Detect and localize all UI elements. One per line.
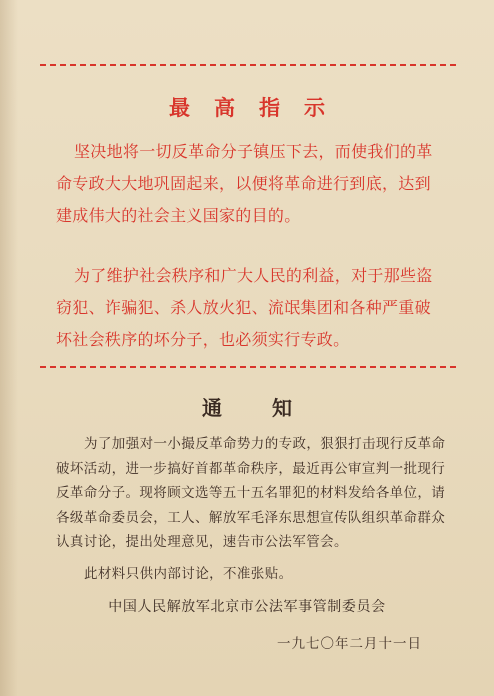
notice-title: 通知 bbox=[202, 396, 342, 420]
directive-paragraph-1: 坚决地将一切反革命分子镇压下去，而使我们的革命专政大大地巩固起来，以便将革命进行到底，达到建成伟大的社会主义国家的目的。 bbox=[56, 142, 433, 225]
notice-paragraph-1: 为了加强对一小撮反革命势力的专政，狠狠打击现行反革命破坏活动，进一步搞好首都革命秩序，最近再公审宣判一批现行反革命分子。现将顾文选等五十五名罪犯的材料发给各单位，请各级革命委员会，工人、解放军毛泽东思想宣传队组织革命群众认真讨论，提出处理意见，速告市公法军管会。 bbox=[56, 436, 446, 550]
directive-title: 最高指示 bbox=[169, 96, 349, 120]
middle-dashed-divider bbox=[40, 366, 456, 368]
issue-date: 一九七〇年二月十一日 bbox=[277, 636, 422, 652]
issuer-name: 中国人民解放军北京市公法军事管制委员会 bbox=[108, 599, 386, 615]
top-dashed-divider bbox=[40, 64, 456, 66]
directive-paragraph-2: 为了维护社会秩序和广大人民的利益，对于那些盗窃犯、诈骗犯、杀人放火犯、流氓集团和各种严重破坏社会秩序的坏分子，也必须实行专政。 bbox=[56, 266, 433, 349]
notice-paragraph-2: 此材料只供内部讨论，不准张贴。 bbox=[84, 566, 293, 582]
